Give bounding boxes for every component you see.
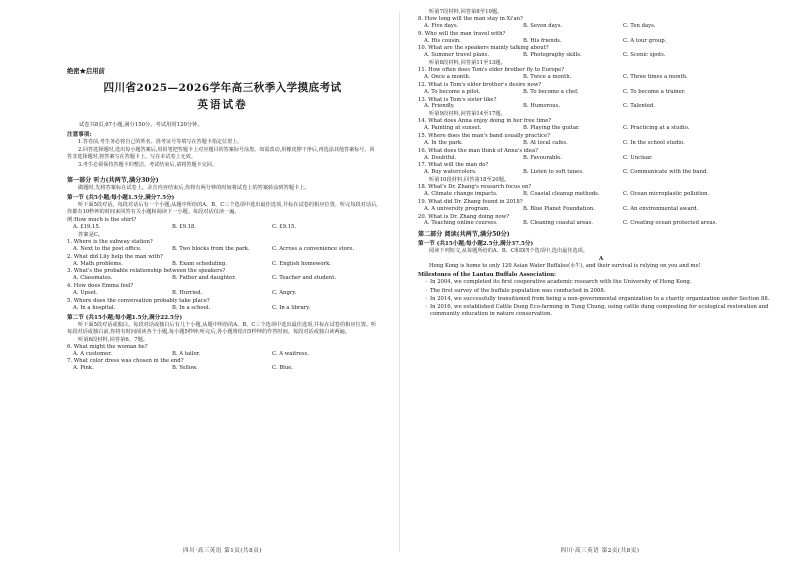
option-a: A. Next to the post office. xyxy=(73,245,142,252)
option-c: C. An environmental award. xyxy=(623,205,699,212)
option-c: C. In a library. xyxy=(272,304,311,311)
question: 5. Where does the conversation probably take place? xyxy=(67,297,210,304)
question-options xyxy=(67,275,378,282)
option-a: A. In a hospital. xyxy=(73,304,116,311)
option-c: C. Ocean microplastic pollution. xyxy=(623,190,710,197)
option-c: C. Teacher and student. xyxy=(272,275,337,282)
question: 1. Where is the subway station? xyxy=(67,238,153,245)
option-a: A. Friendly. xyxy=(424,103,455,110)
option-c: C. Three times a month. xyxy=(623,73,688,80)
option-b: B. Photography skills. xyxy=(523,52,582,59)
option-a: A. Upset. xyxy=(73,290,98,296)
option-b: B. At local cafes. xyxy=(523,139,568,146)
option-c: C. Scenic spots. xyxy=(623,52,666,59)
option-b: B. Hurried. xyxy=(172,290,203,296)
question: 4. How does Emma feel? xyxy=(67,283,134,290)
option-c: C. Unclear. xyxy=(623,154,653,161)
question: 14. What does Anna enjoy doing in her free time? xyxy=(418,118,552,125)
option-a: A. In the park. xyxy=(424,139,463,146)
notice-heading: 注意事项: xyxy=(67,132,92,138)
bullet-dot-icon: · xyxy=(425,303,427,310)
question-options xyxy=(418,74,784,81)
option-c: C. Across a convenience store. xyxy=(272,245,355,252)
question: 3. What's the probable relationship between the speakers? xyxy=(67,268,226,275)
question: 19. What did Dr. Zhang found in 2018? xyxy=(418,198,523,205)
milestone-text: In 2016, we established Cattle Dung Eco-farming in Tung Chung, using cattle dung composting for ecological restoration and community education in nature conservation. xyxy=(430,303,769,318)
exam-info: 试卷共8页,67小题,满分150分。考试用时120分钟。 xyxy=(79,122,203,128)
question-options xyxy=(67,365,378,372)
option-b: B. Humorous. xyxy=(523,103,561,110)
question: 20. What is Dr. Zhang doing now? xyxy=(418,213,510,220)
milestone-item xyxy=(418,279,784,286)
passage-label: A xyxy=(598,256,604,263)
question: 18. What's Dr. Zhang's research focus on? xyxy=(418,184,532,190)
option-c: C. A waitress. xyxy=(272,350,310,357)
question-options xyxy=(418,23,784,30)
notice-item: 2.回答选择题时,选出每小题答案后,用铅笔把答题卡上对应题目的答案标号涂黑。如需改动,用橡皮擦干净后,再选涂其他答案标号。回答非选择题时,将答案写在答题卡上。写在本试卷上无效。 xyxy=(67,147,375,161)
question-options xyxy=(418,38,784,45)
option-b: B. A tailor. xyxy=(172,350,201,357)
bullet-dot-icon: · xyxy=(425,279,427,286)
question: 8. How long will the man stay in Xi'an? xyxy=(418,15,523,22)
question: 10. What are the speakers mainly talking about? xyxy=(418,45,549,52)
option-b: B. £9.18. xyxy=(172,224,197,231)
example-question: 例:How much is the shirt? xyxy=(67,217,137,224)
question: 6. What might the woman be? xyxy=(67,343,148,350)
listen-instruction: 听第7段材料,回答第8至10题。 xyxy=(429,9,503,15)
part1-intro: 做题时,先将答案标在试卷上。录音内容结束后,你将有两分钟的时间将试卷上的答案转涂到答题卡上。 xyxy=(78,185,310,192)
option-b: B. Blue Planet Foundation. xyxy=(523,205,595,212)
option-a: A. Classmates. xyxy=(73,275,113,282)
exam-subtitle: 英语试卷 xyxy=(197,99,248,111)
option-a: A. Once a month. xyxy=(424,73,471,80)
section2-intro: 听下面5段对话或独白。每段对话或独白后有几个小题,从题中所给的A、B、C三个选项中选出最佳选项,并标在试卷的相应位置。听每段对话或独白前,你将有时间阅读各个小题,每小题5秒钟;听完后,各小题将给出5秒钟的作答时间。每段对话或独白读两遍。 xyxy=(67,321,377,335)
option-b: B. Cleaning coastal areas. xyxy=(523,220,593,227)
question-options xyxy=(67,305,378,312)
page-footer: 四川·高三英语 第2页(共8页) xyxy=(560,548,640,554)
option-c: C. English homework. xyxy=(272,260,332,267)
question: 16. What does the man think of Anna's idea? xyxy=(418,147,538,154)
option-b: B. Listen to soft tunes. xyxy=(523,169,584,176)
option-b: B. Two blocks from the park. xyxy=(172,245,250,252)
bullet-dot-icon: · xyxy=(425,295,427,302)
option-a: A. £19.15. xyxy=(73,224,101,231)
question: 2. What did Lily help the man with? xyxy=(67,253,163,260)
option-c: C. Ten days. xyxy=(623,22,656,29)
option-a: A. Math problems. xyxy=(73,260,123,267)
option-a: A. Teaching online courses. xyxy=(424,220,498,227)
option-b: B. Twice a month. xyxy=(523,73,572,80)
option-c: C. Angry. xyxy=(272,290,297,296)
bullet-dot-icon: · xyxy=(425,287,427,294)
option-a: A. Doubtful. xyxy=(424,154,457,161)
question: 17. What will the man do? xyxy=(418,162,489,169)
part2-heading: 第二部分 阅读(共两节,满分50分) xyxy=(418,231,510,239)
option-b: B. Coastal cleanup methods. xyxy=(523,190,600,197)
question: 15. Where does the man's band usually practice? xyxy=(418,132,550,139)
option-c: C. Talented. xyxy=(623,103,656,110)
part1-heading: 第一部分 听力(共两节,满分30分) xyxy=(67,177,159,185)
option-a: A. A university program. xyxy=(424,205,490,212)
example-answer: 答案是C。 xyxy=(78,232,104,238)
question-options xyxy=(418,140,784,147)
option-c: C. Blue. xyxy=(272,365,294,372)
option-b: B. In a school. xyxy=(172,304,211,311)
milestone-text: The first survey of the buffalo population was conducted in 2008. xyxy=(430,287,606,294)
question-options xyxy=(418,220,784,227)
section2-heading: 第二节 (共15小题;每小题1.5分,满分22.5分) xyxy=(67,314,183,321)
question: 13. What is Tom's sister like? xyxy=(418,96,497,103)
question-options xyxy=(418,155,784,162)
option-b: B. Yellow. xyxy=(172,365,198,372)
option-b: B. Seven days. xyxy=(523,22,563,29)
option-b: B. Favourable. xyxy=(523,154,562,161)
question: 12. What is Tom's elder brother's desire now? xyxy=(418,81,542,88)
question-options xyxy=(418,89,784,96)
question-options xyxy=(418,206,784,213)
question-options xyxy=(67,246,378,253)
listen-instruction: 听第6段材料,回答第6、7题。 xyxy=(78,336,149,343)
question: 9. Who will the man travel with? xyxy=(418,30,506,37)
notice-item: 3.考生必须保持答题卡的整洁。考试结束后,请将答题卡交回。 xyxy=(78,162,217,169)
section1-intro: 听下面5段对话。每段对话后有一个小题,从题中所给的A、B、C三个选项中选出最佳选项,并标在试卷的相应位置。听完每段对话后,你都有10秒钟的时间来回答有关小题和阅读下一小题。每段对话仅读一遍。 xyxy=(67,202,378,216)
option-a: A. Painting at sunset. xyxy=(424,125,482,131)
option-a: A. Five days. xyxy=(424,22,459,29)
milestone-text: In 2014, we successfully transitioned from being a non-governmental organization to a charity organization under Section 88. xyxy=(430,295,770,302)
milestone-item xyxy=(418,304,784,318)
listen-instruction: 听第10段材料,回答第18至20题。 xyxy=(429,177,510,184)
option-c: C. In the school studio. xyxy=(623,139,685,146)
option-a: A. Summer travel plans. xyxy=(424,52,490,59)
option-a: A. To become a pilot. xyxy=(424,88,481,95)
option-b: B. Father and daughter. xyxy=(172,275,236,282)
question-options xyxy=(67,290,378,297)
question-options xyxy=(418,169,784,176)
question-options xyxy=(67,351,378,358)
question: 7. What color dress was chosen in the end? xyxy=(67,358,184,365)
passage-intro: Hong Kong is home to only 120 Asian Water Buffalos(水牛), and their survival is relying on you and me! xyxy=(429,263,701,270)
option-b: B. Exam scheduling. xyxy=(172,260,227,267)
option-a: A. Pink. xyxy=(73,365,94,372)
option-b: B. Playing the guitar. xyxy=(523,125,580,131)
exam-title: 四川省2025—2026学年高三秋季入学摸底考试 xyxy=(103,82,342,94)
question-options xyxy=(418,103,784,110)
option-c: C. £9.15. xyxy=(272,224,297,231)
part2-section1-heading: 第一节 (共15小题;每小题2.5分,满分37.5分) xyxy=(418,241,534,248)
option-c: C. Creating ocean protected areas. xyxy=(623,220,718,227)
listen-instruction: 听第9段材料,回答第14至17题。 xyxy=(429,111,506,118)
option-a: A. Buy watercolors. xyxy=(424,169,477,176)
question-options xyxy=(418,125,784,132)
option-a: A. His cousin. xyxy=(424,37,461,44)
milestone-item xyxy=(418,288,784,295)
option-c: C. To become a trainer. xyxy=(623,88,686,95)
page-footer: 四川·高三英语 第1页(共8页) xyxy=(183,548,262,554)
milestones-heading: Milestones of the Lantau Buffalo Association: xyxy=(418,272,556,279)
option-a: A. Climate change impacts. xyxy=(424,190,498,197)
option-a: A. A customer. xyxy=(73,350,112,357)
milestone-item xyxy=(418,296,784,303)
question-options xyxy=(418,191,784,198)
option-c: C. Communicate with the band. xyxy=(623,169,708,176)
option-c: C. Practicing at a studio. xyxy=(623,125,690,131)
part2-intro: 阅读下列短文,从每题所给的A、B、C和D四个选项中,选出最佳选项。 xyxy=(429,248,589,255)
option-b: B. To become a chef. xyxy=(523,88,579,95)
listen-instruction: 听第8段材料,回答第11至13题。 xyxy=(429,60,506,67)
notice-item: 1.答卷前,考生务必将自己的姓名、准考证号等填写在答题卡指定位置上。 xyxy=(78,139,243,145)
question: 11. How often does Tom's elder brother fly to Europe? xyxy=(418,67,565,73)
question-options xyxy=(418,52,784,59)
section1-heading: 第一节 (共5小题;每小题1.5分,满分7.5分) xyxy=(67,195,175,202)
option-b: B. His friends. xyxy=(523,37,562,44)
confidential-mark: 绝密★启用前 xyxy=(67,68,105,75)
option-c: C. A tour group. xyxy=(623,37,667,44)
question-options xyxy=(67,261,378,268)
example-options xyxy=(67,224,378,231)
milestone-text: In 2004, we completed its first cooperative academic research with the University of Hong Kong. xyxy=(430,279,692,286)
exam-page-2 xyxy=(400,0,800,568)
